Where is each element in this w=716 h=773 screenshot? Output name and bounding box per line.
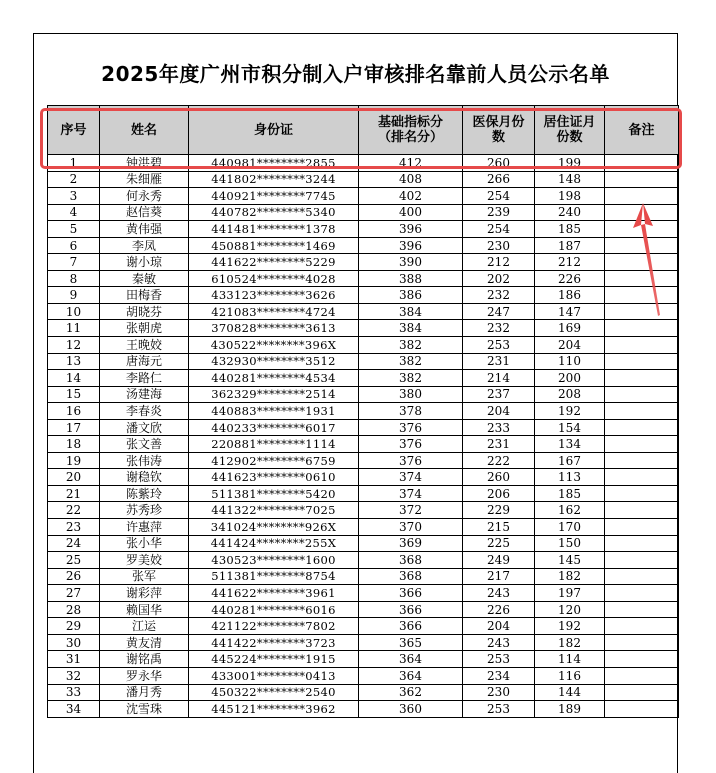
- name-cell: 陈紫玲: [100, 485, 189, 502]
- name-cell: 黄友清: [100, 634, 189, 651]
- remarks-cell: [605, 634, 679, 651]
- seq-cell: 26: [48, 568, 100, 585]
- seq-cell: 5: [48, 221, 100, 238]
- highlight-box: [40, 108, 682, 169]
- insurance-cell: 204: [463, 618, 535, 635]
- residence-cell: 199: [535, 155, 605, 172]
- header-insurance-months: 医保月份 数: [463, 106, 535, 155]
- score-cell: 376: [359, 452, 463, 469]
- score-cell: 366: [359, 618, 463, 635]
- remarks-cell: [605, 171, 679, 188]
- name-cell: 张军: [100, 568, 189, 585]
- score-cell: 362: [359, 684, 463, 701]
- name-cell: 谢稳钦: [100, 469, 189, 486]
- header-remarks: 备注: [605, 106, 679, 155]
- table-row: [48, 303, 679, 320]
- score-cell: 372: [359, 502, 463, 519]
- id-cell: 441622********3961: [189, 585, 359, 602]
- table-row: [48, 519, 679, 536]
- insurance-cell: 253: [463, 701, 535, 718]
- insurance-cell: 232: [463, 287, 535, 304]
- remarks-cell: [605, 403, 679, 420]
- seq-cell: 14: [48, 370, 100, 387]
- insurance-cell: 260: [463, 155, 535, 172]
- seq-cell: 13: [48, 353, 100, 370]
- insurance-cell: 232: [463, 320, 535, 337]
- remarks-cell: [605, 370, 679, 387]
- arrow-head: [633, 203, 653, 228]
- id-cell: 412902********6759: [189, 452, 359, 469]
- id-cell: 432930********3512: [189, 353, 359, 370]
- residence-cell: 186: [535, 287, 605, 304]
- table-row: [48, 684, 679, 701]
- insurance-cell: 243: [463, 585, 535, 602]
- table-row: [48, 651, 679, 668]
- id-cell: 433123********3626: [189, 287, 359, 304]
- seq-cell: 25: [48, 552, 100, 569]
- insurance-cell: 217: [463, 568, 535, 585]
- score-cell: 388: [359, 270, 463, 287]
- id-cell: 441424********255X: [189, 535, 359, 552]
- insurance-cell: 222: [463, 452, 535, 469]
- seq-cell: 18: [48, 436, 100, 453]
- score-cell: 376: [359, 436, 463, 453]
- score-cell: 369: [359, 535, 463, 552]
- seq-cell: 30: [48, 634, 100, 651]
- table-row: [48, 701, 679, 718]
- residence-cell: 226: [535, 270, 605, 287]
- table-row: [48, 667, 679, 684]
- name-cell: 张文善: [100, 436, 189, 453]
- insurance-cell: 247: [463, 303, 535, 320]
- remarks-cell: [605, 667, 679, 684]
- arrow-shaft: [641, 224, 660, 316]
- name-cell: 张伟涛: [100, 452, 189, 469]
- table-row: [48, 436, 679, 453]
- residence-cell: 116: [535, 667, 605, 684]
- remarks-cell: [605, 535, 679, 552]
- id-cell: 370828********3613: [189, 320, 359, 337]
- insurance-cell: 249: [463, 552, 535, 569]
- seq-cell: 6: [48, 237, 100, 254]
- id-cell: 450322********2540: [189, 684, 359, 701]
- table-row: [48, 204, 679, 221]
- remarks-cell: [605, 386, 679, 403]
- residence-cell: 169: [535, 320, 605, 337]
- residence-cell: 240: [535, 204, 605, 221]
- seq-cell: 23: [48, 519, 100, 536]
- id-cell: 441802********3244: [189, 171, 359, 188]
- insurance-cell: 231: [463, 436, 535, 453]
- id-cell: 341024********926X: [189, 519, 359, 536]
- table-row: [48, 568, 679, 585]
- residence-cell: 182: [535, 568, 605, 585]
- table-row: [48, 237, 679, 254]
- id-cell: 441622********5229: [189, 254, 359, 271]
- name-cell: 谢彩萍: [100, 585, 189, 602]
- id-cell: 440281********6016: [189, 601, 359, 618]
- name-cell: 唐海元: [100, 353, 189, 370]
- table-row: [48, 353, 679, 370]
- name-cell: 王晚姣: [100, 337, 189, 354]
- name-cell: 朱细雁: [100, 171, 189, 188]
- residence-cell: 198: [535, 188, 605, 205]
- name-cell: 汤建海: [100, 386, 189, 403]
- table-row: [48, 469, 679, 486]
- id-cell: 445224********1915: [189, 651, 359, 668]
- insurance-cell: 266: [463, 171, 535, 188]
- insurance-cell: 214: [463, 370, 535, 387]
- insurance-cell: 230: [463, 684, 535, 701]
- residence-cell: 192: [535, 618, 605, 635]
- name-cell: 何永秀: [100, 188, 189, 205]
- name-cell: 沈雪珠: [100, 701, 189, 718]
- name-cell: 罗美姣: [100, 552, 189, 569]
- residence-cell: 185: [535, 221, 605, 238]
- header-id: 身份证: [189, 106, 359, 155]
- insurance-cell: 231: [463, 353, 535, 370]
- id-cell: 440981********2855: [189, 155, 359, 172]
- table-row: [48, 287, 679, 304]
- insurance-cell: 230: [463, 237, 535, 254]
- name-cell: 潘月秀: [100, 684, 189, 701]
- score-cell: 384: [359, 320, 463, 337]
- residence-cell: 120: [535, 601, 605, 618]
- id-cell: 511381********5420: [189, 485, 359, 502]
- remarks-cell: [605, 618, 679, 635]
- residence-cell: 185: [535, 485, 605, 502]
- table-row: [48, 585, 679, 602]
- name-cell: 张朝虎: [100, 320, 189, 337]
- table-row: [48, 254, 679, 271]
- residence-cell: 187: [535, 237, 605, 254]
- score-cell: 360: [359, 701, 463, 718]
- score-cell: 390: [359, 254, 463, 271]
- id-cell: 440233********6017: [189, 419, 359, 436]
- name-cell: 赖国华: [100, 601, 189, 618]
- insurance-cell: 202: [463, 270, 535, 287]
- residence-cell: 212: [535, 254, 605, 271]
- name-cell: 谢铭禹: [100, 651, 189, 668]
- seq-cell: 27: [48, 585, 100, 602]
- seq-cell: 21: [48, 485, 100, 502]
- score-cell: 382: [359, 370, 463, 387]
- insurance-cell: 254: [463, 221, 535, 238]
- insurance-cell: 243: [463, 634, 535, 651]
- id-cell: 362329********2514: [189, 386, 359, 403]
- name-cell: 钟洪碧: [100, 155, 189, 172]
- table-row: [48, 419, 679, 436]
- remarks-cell: [605, 568, 679, 585]
- residence-cell: 167: [535, 452, 605, 469]
- name-cell: 罗永华: [100, 667, 189, 684]
- remarks-cell: [605, 601, 679, 618]
- score-cell: 374: [359, 485, 463, 502]
- name-cell: 胡晓芬: [100, 303, 189, 320]
- score-cell: 400: [359, 204, 463, 221]
- name-cell: 李凤: [100, 237, 189, 254]
- remarks-cell: [605, 452, 679, 469]
- score-cell: 364: [359, 667, 463, 684]
- name-cell: 谢小琼: [100, 254, 189, 271]
- id-cell: 220881********1114: [189, 436, 359, 453]
- insurance-cell: 215: [463, 519, 535, 536]
- seq-cell: 31: [48, 651, 100, 668]
- seq-cell: 2: [48, 171, 100, 188]
- name-cell: 赵信葵: [100, 204, 189, 221]
- insurance-cell: 237: [463, 386, 535, 403]
- name-cell: 张小华: [100, 535, 189, 552]
- score-cell: 382: [359, 337, 463, 354]
- id-cell: 445121********3962: [189, 701, 359, 718]
- remarks-cell: [605, 684, 679, 701]
- score-cell: 364: [359, 651, 463, 668]
- remarks-cell: [605, 502, 679, 519]
- insurance-cell: 206: [463, 485, 535, 502]
- remarks-cell: [605, 701, 679, 718]
- page-title: 2025年度广州市积分制入户审核排名靠前人员公示名单: [101, 62, 610, 86]
- residence-cell: 170: [535, 519, 605, 536]
- id-cell: 441481********1378: [189, 221, 359, 238]
- id-cell: 440883********1931: [189, 403, 359, 420]
- name-cell: 江运: [100, 618, 189, 635]
- arrow-annotation: [620, 195, 670, 325]
- remarks-cell: [605, 337, 679, 354]
- name-cell: 苏秀珍: [100, 502, 189, 519]
- residence-cell: 110: [535, 353, 605, 370]
- score-cell: 396: [359, 221, 463, 238]
- name-cell: 田梅香: [100, 287, 189, 304]
- score-cell: 366: [359, 601, 463, 618]
- score-cell: 365: [359, 634, 463, 651]
- score-cell: 366: [359, 585, 463, 602]
- seq-cell: 9: [48, 287, 100, 304]
- seq-cell: 17: [48, 419, 100, 436]
- score-cell: 386: [359, 287, 463, 304]
- insurance-cell: 253: [463, 337, 535, 354]
- table-row: [48, 270, 679, 287]
- insurance-cell: 226: [463, 601, 535, 618]
- insurance-cell: 253: [463, 651, 535, 668]
- id-cell: 440281********4534: [189, 370, 359, 387]
- score-cell: 368: [359, 568, 463, 585]
- id-cell: 440921********7745: [189, 188, 359, 205]
- residence-cell: 114: [535, 651, 605, 668]
- seq-cell: 11: [48, 320, 100, 337]
- remarks-cell: [605, 419, 679, 436]
- name-cell: 潘文欣: [100, 419, 189, 436]
- table-row: [48, 370, 679, 387]
- name-cell: 秦敏: [100, 270, 189, 287]
- seq-cell: 3: [48, 188, 100, 205]
- insurance-cell: 225: [463, 535, 535, 552]
- seq-cell: 7: [48, 254, 100, 271]
- table-row: [48, 452, 679, 469]
- id-cell: 430523********1600: [189, 552, 359, 569]
- residence-cell: 147: [535, 303, 605, 320]
- insurance-cell: 229: [463, 502, 535, 519]
- table-row: [48, 552, 679, 569]
- table-row: [48, 535, 679, 552]
- insurance-cell: 204: [463, 403, 535, 420]
- ranking-table: [47, 105, 679, 718]
- remarks-cell: [605, 353, 679, 370]
- seq-cell: 33: [48, 684, 100, 701]
- id-cell: 421122********7802: [189, 618, 359, 635]
- insurance-cell: 212: [463, 254, 535, 271]
- remarks-cell: [605, 585, 679, 602]
- seq-cell: 22: [48, 502, 100, 519]
- name-cell: 黄伟强: [100, 221, 189, 238]
- insurance-cell: 254: [463, 188, 535, 205]
- score-cell: 396: [359, 237, 463, 254]
- id-cell: 441422********3723: [189, 634, 359, 651]
- remarks-cell: [605, 436, 679, 453]
- score-cell: 408: [359, 171, 463, 188]
- remarks-cell: [605, 469, 679, 486]
- seq-cell: 4: [48, 204, 100, 221]
- table-row: [48, 485, 679, 502]
- score-cell: 382: [359, 353, 463, 370]
- residence-cell: 134: [535, 436, 605, 453]
- table-row: [48, 221, 679, 238]
- residence-cell: 113: [535, 469, 605, 486]
- id-cell: 440782********5340: [189, 204, 359, 221]
- score-cell: 378: [359, 403, 463, 420]
- seq-cell: 8: [48, 270, 100, 287]
- residence-cell: 150: [535, 535, 605, 552]
- table-row: [48, 403, 679, 420]
- seq-cell: 29: [48, 618, 100, 635]
- residence-cell: 145: [535, 552, 605, 569]
- score-cell: 412: [359, 155, 463, 172]
- residence-cell: 154: [535, 419, 605, 436]
- residence-cell: 148: [535, 171, 605, 188]
- seq-cell: 10: [48, 303, 100, 320]
- seq-cell: 16: [48, 403, 100, 420]
- residence-cell: 192: [535, 403, 605, 420]
- residence-cell: 182: [535, 634, 605, 651]
- score-cell: 380: [359, 386, 463, 403]
- remarks-cell: [605, 651, 679, 668]
- insurance-cell: 260: [463, 469, 535, 486]
- residence-cell: 204: [535, 337, 605, 354]
- score-cell: 374: [359, 469, 463, 486]
- score-cell: 384: [359, 303, 463, 320]
- table-row: [48, 320, 679, 337]
- id-cell: 441623********0610: [189, 469, 359, 486]
- seq-cell: 1: [48, 155, 100, 172]
- seq-cell: 24: [48, 535, 100, 552]
- name-cell: 李路仁: [100, 370, 189, 387]
- table-row: [48, 634, 679, 651]
- seq-cell: 34: [48, 701, 100, 718]
- residence-cell: 197: [535, 585, 605, 602]
- residence-cell: 208: [535, 386, 605, 403]
- header-name: 姓名: [100, 106, 189, 155]
- table-row: [48, 188, 679, 205]
- seq-cell: 20: [48, 469, 100, 486]
- residence-cell: 189: [535, 701, 605, 718]
- id-cell: 610524********4028: [189, 270, 359, 287]
- id-cell: 441322********7025: [189, 502, 359, 519]
- residence-cell: 162: [535, 502, 605, 519]
- insurance-cell: 233: [463, 419, 535, 436]
- insurance-cell: 234: [463, 667, 535, 684]
- name-cell: 李春炎: [100, 403, 189, 420]
- id-cell: 421083********4724: [189, 303, 359, 320]
- remarks-cell: [605, 552, 679, 569]
- table-row: [48, 601, 679, 618]
- id-cell: 450881********1469: [189, 237, 359, 254]
- table-row: [48, 386, 679, 403]
- insurance-cell: 239: [463, 204, 535, 221]
- table-row: [48, 171, 679, 188]
- id-cell: 511381********8754: [189, 568, 359, 585]
- residence-cell: 144: [535, 684, 605, 701]
- seq-cell: 32: [48, 667, 100, 684]
- name-cell: 许惠萍: [100, 519, 189, 536]
- table-row: [48, 337, 679, 354]
- table-row: [48, 618, 679, 635]
- seq-cell: 19: [48, 452, 100, 469]
- score-cell: 370: [359, 519, 463, 536]
- score-cell: 402: [359, 188, 463, 205]
- score-cell: 376: [359, 419, 463, 436]
- remarks-cell: [605, 519, 679, 536]
- remarks-cell: [605, 485, 679, 502]
- seq-cell: 15: [48, 386, 100, 403]
- header-residence-months: 居住证月 份数: [535, 106, 605, 155]
- id-cell: 430522********396X: [189, 337, 359, 354]
- score-cell: 368: [359, 552, 463, 569]
- table-row: [48, 502, 679, 519]
- seq-cell: 28: [48, 601, 100, 618]
- header-seq: 序号: [48, 106, 100, 155]
- residence-cell: 200: [535, 370, 605, 387]
- id-cell: 433001********0413: [189, 667, 359, 684]
- header-score: 基础指标分 （排名分）: [359, 106, 463, 155]
- seq-cell: 12: [48, 337, 100, 354]
